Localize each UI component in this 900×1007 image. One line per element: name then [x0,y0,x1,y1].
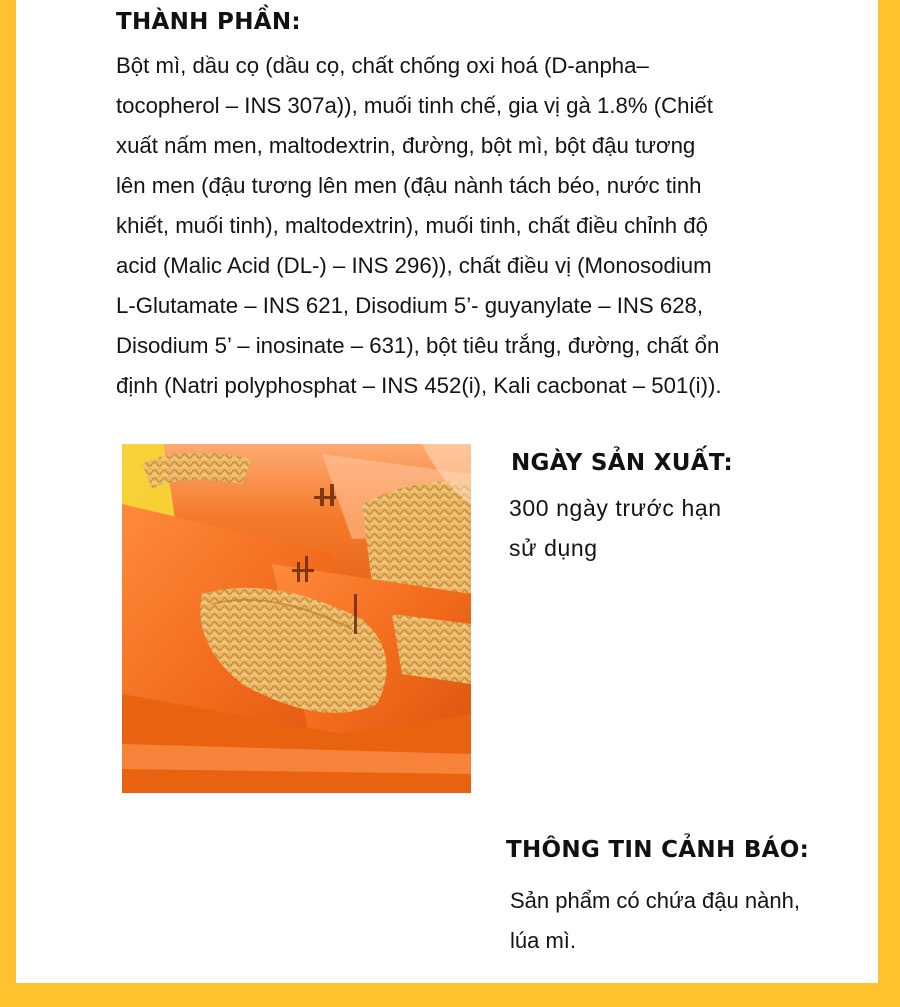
warning-heading: THÔNG TIN CẢNH BÁO: [506,837,810,863]
ingredients-line: acid (Malic Acid (DL-) – INS 296)), chất điều vị (Monosodium [116,253,712,278]
warning-text [510,881,870,961]
ingredients-heading: THÀNH PHẦN: [116,9,301,35]
ingredients-line: tocopherol – INS 307a)), muối tinh chế, gia vị gà 1.8% (Chiết [116,93,713,118]
ingredients-line: L-Glutamate – INS 621, Disodium 5’- guyanylate – INS 628, [116,293,704,318]
ingredients-line: lên men (đậu tương lên men (đậu nành tách béo, nước tinh [116,173,702,198]
ingredients-line: Bột mì, dầu cọ (dầu cọ, chất chống oxi hoá (D-anpha– [116,53,649,78]
ingredients-line: Disodium 5’ – inosinate – 631), bột tiêu trắng, đường, chất ổn [116,333,720,358]
warning-line: Sản phẩm có chứa đậu nành, [510,888,800,913]
warning-line: lúa mì. [510,928,577,953]
noodle-packets-photo [122,444,471,793]
manufacture-line: 300 ngày trước hạn [509,495,722,521]
manufacture-date-text [509,488,789,568]
manufacture-date-heading: NGÀY SẢN XUẤT: [511,450,734,476]
manufacture-line: sử dụng [509,535,598,561]
ingredients-text [116,46,856,406]
ingredients-line: định (Natri polyphosphat – INS 452(i), Kali cacbonat – 501(i)). [116,373,722,398]
ingredients-line: khiết, muối tinh), maltodextrin), muối tinh, chất điều chỉnh độ [116,213,708,238]
content-panel [16,0,878,983]
ingredients-line: xuất nấm men, maltodextrin, đường, bột mì, bột đậu tương [116,133,696,158]
